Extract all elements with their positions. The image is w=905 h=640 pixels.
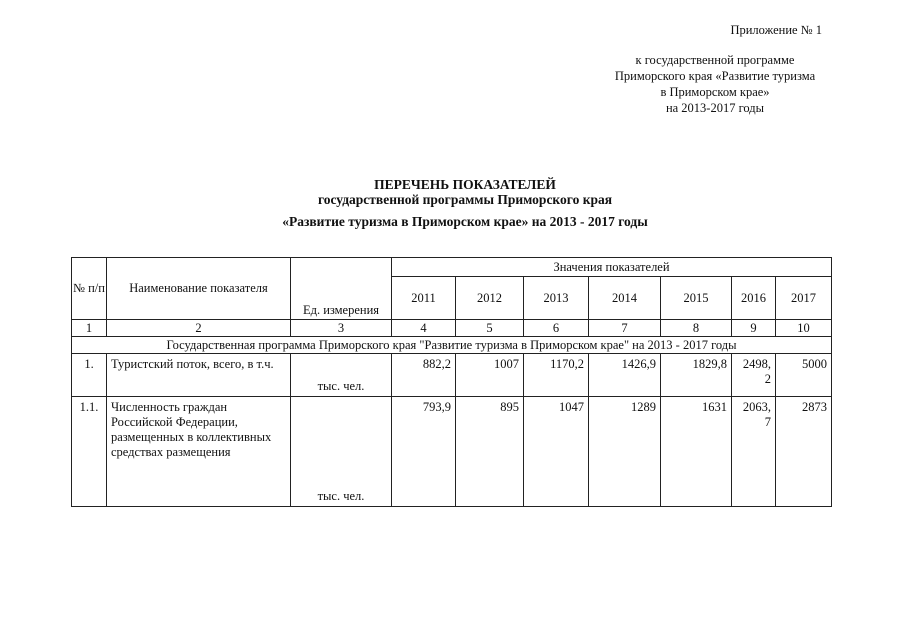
title-line-2: государственной программы Приморского края bbox=[317, 192, 613, 207]
row-value: 793,9 bbox=[392, 397, 456, 507]
row-value: 1631 bbox=[661, 397, 732, 507]
appendix-block bbox=[590, 22, 840, 116]
header-values-group: Значения показателей bbox=[392, 258, 832, 277]
row-name: Численность граждан Российской Федерации, размещенных в коллективных средствах размещения bbox=[107, 397, 291, 507]
document-title bbox=[140, 177, 790, 229]
row-value: 1289 bbox=[589, 397, 661, 507]
header-year: 2017 bbox=[776, 277, 832, 320]
column-number: 4 bbox=[392, 320, 456, 337]
row-value: 2873 bbox=[776, 397, 832, 507]
section-title: Государственная программа Приморского края "Развитие туризма в Приморском крае" на 2013 - 2017 годы bbox=[72, 337, 832, 354]
row-value: 882,2 bbox=[392, 354, 456, 397]
header-num: № п/п bbox=[72, 258, 107, 320]
row-value: 895 bbox=[456, 397, 524, 507]
row-value: 2063, 7 bbox=[732, 397, 776, 507]
column-number: 6 bbox=[524, 320, 589, 337]
appendix-line: на 2013-2017 годы bbox=[665, 101, 765, 115]
table-row bbox=[72, 397, 832, 507]
row-value: 1170,2 bbox=[524, 354, 589, 397]
row-name: Туристский поток, всего, в т.ч. bbox=[107, 354, 291, 397]
row-value: 1426,9 bbox=[589, 354, 661, 397]
column-number: 9 bbox=[732, 320, 776, 337]
row-value: 1047 bbox=[524, 397, 589, 507]
row-unit: тыс. чел. bbox=[291, 397, 392, 507]
header-name: Наименование показателя bbox=[107, 258, 291, 320]
row-unit: тыс. чел. bbox=[291, 354, 392, 397]
row-num: 1.1. bbox=[72, 397, 107, 507]
header-year: 2014 bbox=[589, 277, 661, 320]
column-number: 7 bbox=[589, 320, 661, 337]
column-number: 2 bbox=[107, 320, 291, 337]
column-number: 10 bbox=[776, 320, 832, 337]
title-line-3: «Развитие туризма в Приморском крае» на 2013 - 2017 годы bbox=[282, 214, 648, 229]
indicators-table bbox=[71, 257, 832, 507]
appendix-line: Приморского края «Развитие туризма bbox=[614, 69, 816, 83]
column-number: 5 bbox=[456, 320, 524, 337]
header-year: 2013 bbox=[524, 277, 589, 320]
header-year: 2016 bbox=[732, 277, 776, 320]
row-value: 1829,8 bbox=[661, 354, 732, 397]
row-value: 5000 bbox=[776, 354, 832, 397]
header-year: 2012 bbox=[456, 277, 524, 320]
appendix-number: Приложение № 1 bbox=[730, 23, 822, 37]
row-value: 1007 bbox=[456, 354, 524, 397]
table-row bbox=[72, 354, 832, 397]
header-year: 2011 bbox=[392, 277, 456, 320]
column-number: 3 bbox=[291, 320, 392, 337]
column-number: 8 bbox=[661, 320, 732, 337]
row-value: 2498, 2 bbox=[732, 354, 776, 397]
header-unit: Ед. измерения bbox=[291, 258, 392, 320]
header-year: 2015 bbox=[661, 277, 732, 320]
appendix-line: в Приморском крае» bbox=[660, 85, 770, 99]
column-number: 1 bbox=[72, 320, 107, 337]
appendix-line: к государственной программе bbox=[635, 53, 795, 67]
title-line-1: ПЕРЕЧЕНЬ ПОКАЗАТЕЛЕЙ bbox=[374, 177, 556, 192]
row-num: 1. bbox=[72, 354, 107, 397]
